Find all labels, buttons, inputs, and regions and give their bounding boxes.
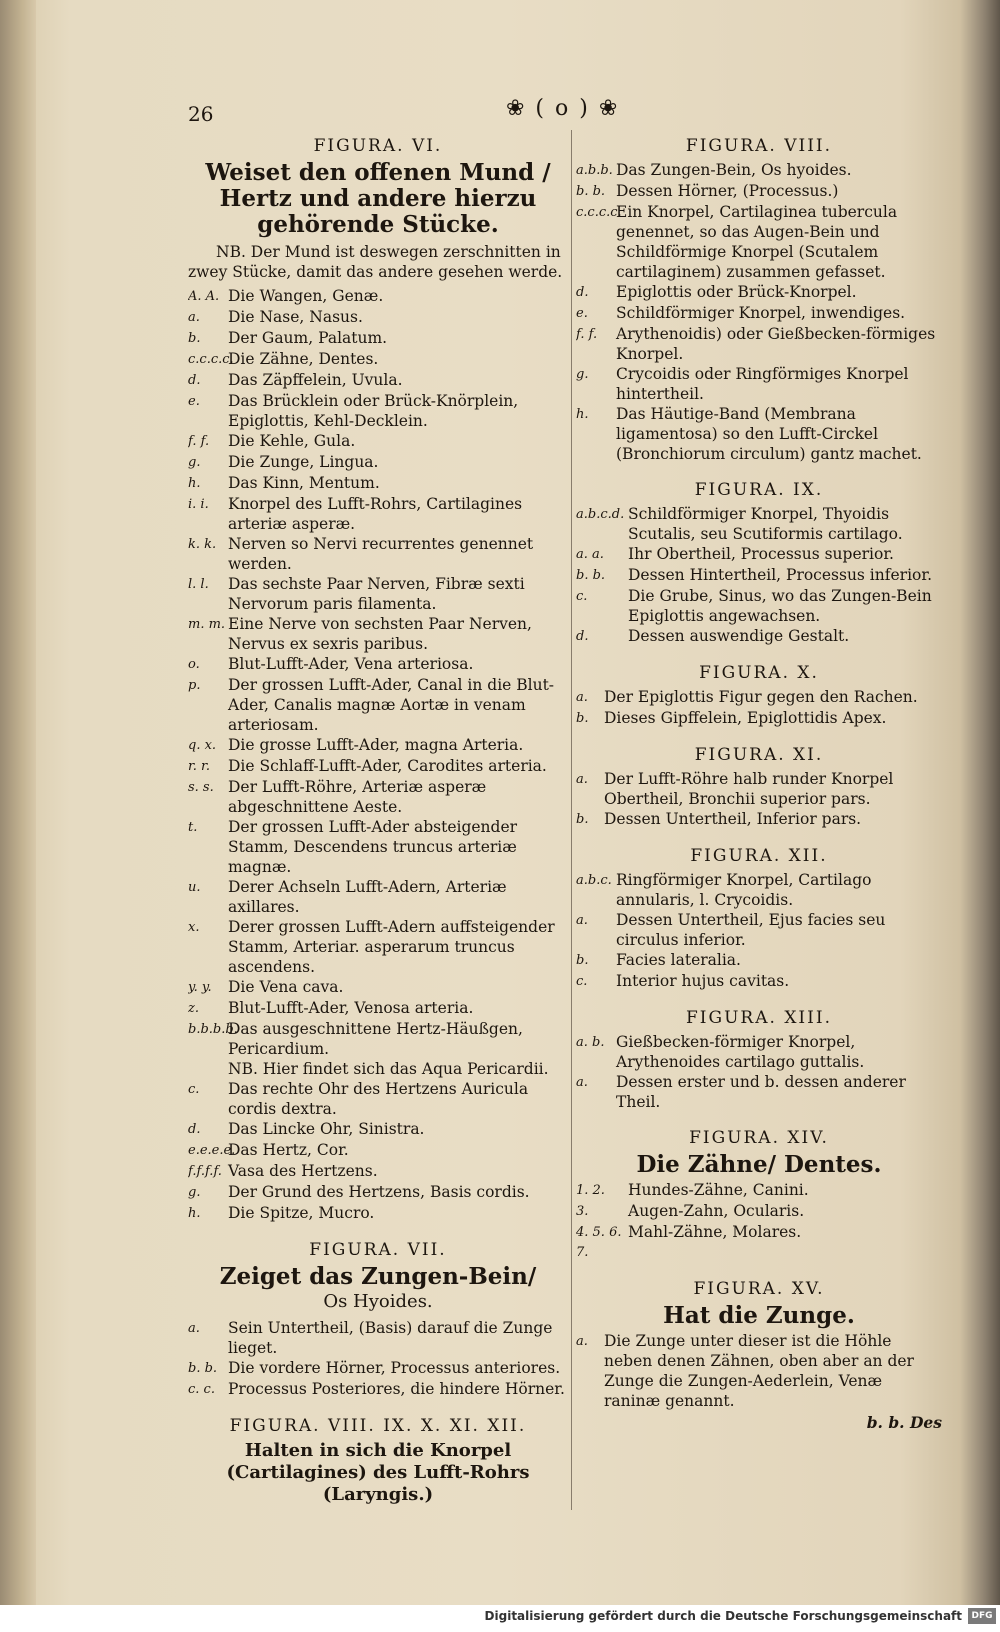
- legend-item: [576, 950, 942, 971]
- legend-list: [576, 687, 942, 729]
- legend-text: Das Hertz, Cor.: [228, 1141, 349, 1159]
- legend-item: [188, 349, 568, 370]
- legend-label: a.: [576, 690, 588, 705]
- legend-text: Das Häutige-Band (Membrana ligamentosa) so den Lufft-Circkel (Bronchiorum circulum) gantz machet.: [616, 405, 922, 463]
- legend-list: [188, 286, 568, 1224]
- legend-item: [188, 817, 568, 877]
- legend-text: Die Schlaff-Lufft-Ader, Carodites arteria.: [228, 757, 547, 775]
- legend-label: 3.: [576, 1204, 589, 1219]
- legend-item: [188, 675, 568, 735]
- legend-text: Das Zäpffelein, Uvula.: [228, 371, 403, 389]
- legend-label: b.: [576, 953, 589, 968]
- legend-label: a. a.: [576, 547, 604, 562]
- legend-text: Processus Posteriores, die hindere Hörner.: [228, 1380, 565, 1398]
- legend-text: Dessen erster und b. dessen anderer Theil.: [616, 1073, 906, 1111]
- legend-item: [188, 534, 568, 574]
- legend-text: Die grosse Lufft-Ader, magna Arteria.: [228, 736, 524, 754]
- legend-item: [188, 1161, 568, 1182]
- figure-heading: FIGURA. VII.: [309, 1240, 447, 1260]
- legend-text: Nerven so Nervi recurrentes genennet werden.: [228, 535, 534, 573]
- legend-label: z.: [188, 1001, 199, 1016]
- legend-label: a.: [576, 1075, 588, 1090]
- legend-label: 1. 2.: [576, 1183, 605, 1198]
- legend-label: c.: [576, 974, 588, 989]
- legend-text: Facies lateralia.: [616, 951, 741, 969]
- legend-text: Die Zähne, Dentes.: [228, 350, 379, 368]
- legend-item: [576, 910, 942, 950]
- legend-label: m. m.: [188, 617, 226, 632]
- legend-label: b. b.: [576, 184, 606, 199]
- legend-text: Das Brücklein oder Brück-Knörplein, Epiglottis, Kehl-Decklein.: [228, 392, 519, 430]
- legend-text: Der Gaum, Palatum.: [228, 329, 388, 347]
- legend-text: Ihr Obertheil, Processus superior.: [628, 545, 894, 563]
- legend-label: q. x.: [188, 738, 217, 753]
- legend-label: e.: [188, 394, 200, 409]
- legend-text: Schildförmiger Knorpel, Thyoidis Scutalis, seu Scutiformis cartilago.: [628, 505, 903, 543]
- legend-label: r. r.: [188, 759, 210, 774]
- legend-item: [188, 735, 568, 756]
- right-column: [576, 128, 942, 1518]
- legend-item: [188, 431, 568, 452]
- legend-list: [188, 1318, 568, 1400]
- legend-label: b. b.: [188, 1361, 218, 1376]
- legend-label: o.: [188, 657, 200, 672]
- legend-text: Augen-Zahn, Ocularis.: [628, 1202, 805, 1220]
- legend-item: [188, 917, 568, 977]
- legend-label: a.: [188, 310, 200, 325]
- legend-text: Die Kehle, Gula.: [228, 432, 356, 450]
- figure-heading: FIGURA. IX.: [694, 480, 824, 500]
- legend-text: Dessen Hörner, (Processus.): [616, 182, 839, 200]
- legend-text: Ringförmiger Knorpel, Cartilago annularis, l. Crycoidis.: [616, 871, 872, 909]
- figure-heading: FIGURA. XIII.: [686, 1008, 832, 1028]
- legend-label: u.: [188, 880, 201, 895]
- legend-text: Sein Untertheil, (Basis) darauf die Zunge lieget.: [228, 1319, 553, 1357]
- legend-text: Vasa des Hertzens.: [228, 1162, 378, 1180]
- figure-heading: FIGURA. XV.: [693, 1279, 825, 1299]
- legend-label: d.: [576, 629, 589, 644]
- legend-text: Das ausgeschnittene Hertz-Häußgen, Pericardium.: [228, 1020, 523, 1058]
- legend-text: Das Lincke Ohr, Sinistra.: [228, 1120, 425, 1138]
- legend-list: [576, 870, 942, 992]
- legend-text: Der Epiglottis Figur gegen den Rachen.: [604, 688, 918, 706]
- legend-text: Arythenoidis) oder Gießbecken-förmiges Knorpel.: [616, 325, 936, 363]
- legend-item: [576, 324, 942, 364]
- legend-text: Mahl-Zähne, Molares.: [628, 1223, 802, 1241]
- legend-text: Dessen Untertheil, Ejus facies seu circulus inferior.: [616, 911, 886, 949]
- legend-text: Die Grube, Sinus, wo das Zungen-Bein Epiglottis angewachsen.: [628, 587, 932, 625]
- legend-text: Interior hujus cavitas.: [616, 972, 790, 990]
- legend-item: [576, 364, 942, 404]
- legend-text: Epiglottis oder Brück-Knorpel.: [616, 283, 857, 301]
- legend-label: A. A.: [188, 289, 220, 304]
- legend-text: Die Nase, Nasus.: [228, 308, 363, 326]
- legend-item: [576, 202, 942, 282]
- legend-label: a. b.: [576, 1035, 605, 1050]
- legend-item: [188, 614, 568, 654]
- legend-label: l. l.: [188, 577, 209, 592]
- legend-item: [576, 282, 942, 303]
- legend-list: [576, 769, 942, 830]
- legend-label: f.f.f.f.: [188, 1164, 222, 1179]
- legend-text: Die Wangen, Genæ.: [228, 287, 384, 305]
- legend-label: e.: [576, 306, 588, 321]
- legend-item: [188, 370, 568, 391]
- legend-item: [576, 504, 942, 544]
- legend-label: h.: [188, 1206, 201, 1221]
- legend-text: Die Vena cava.: [228, 978, 344, 996]
- legend-item: [576, 1331, 942, 1411]
- legend-item: [188, 756, 568, 777]
- legend-text: Dessen auswendige Gestalt.: [628, 627, 850, 645]
- legend-text: Crycoidis oder Ringförmiges Knorpel hintertheil.: [616, 365, 909, 403]
- legend-label: a.b.c.d.: [576, 507, 625, 522]
- legend-text: Die Spitze, Mucro.: [228, 1204, 375, 1222]
- legend-text: Knorpel des Lufft-Rohrs, Cartilagines arteriæ asperæ.: [228, 495, 523, 533]
- legend-item: [576, 303, 942, 324]
- legend-item: [188, 286, 568, 307]
- legend-item: [576, 870, 942, 910]
- figure-title: Die Zähne/ Dentes.: [636, 1151, 882, 1178]
- legend-item: [576, 181, 942, 202]
- book-spine: [0, 0, 36, 1632]
- legend-label: e.e.e.e.: [188, 1143, 236, 1158]
- legend-item: [576, 404, 942, 464]
- figure-title: Zeiget das Zungen-Bein/: [219, 1263, 537, 1290]
- legend-list: [576, 1180, 942, 1263]
- legend-text: Das Zungen-Bein, Os hyoides.: [616, 161, 852, 179]
- legend-item: [188, 654, 568, 675]
- legend-label: g.: [576, 367, 589, 382]
- legend-item: [188, 777, 568, 817]
- figure-heading: FIGURA. XI.: [694, 745, 824, 765]
- legend-label: a.: [576, 772, 588, 787]
- legend-label: c.: [576, 589, 588, 604]
- legend-item: [576, 1201, 942, 1222]
- legend-list: [576, 160, 942, 464]
- legend-label: p.: [188, 678, 201, 693]
- legend-list: [576, 504, 942, 647]
- legend-label: [188, 1059, 228, 1060]
- legend-label: h.: [188, 476, 201, 491]
- legend-label: a.b.b.: [576, 163, 613, 178]
- figure-heading: FIGURA. VIII. IX. X. XI. XII.: [229, 1416, 527, 1436]
- legend-label: h.: [576, 407, 589, 422]
- legend-label: b.b.b.b.: [188, 1022, 238, 1037]
- legend-label: a.b.c.: [576, 873, 612, 888]
- legend-item: [188, 1019, 568, 1059]
- dfg-logo: DFG: [968, 1608, 996, 1624]
- left-column: [188, 128, 568, 1508]
- legend-item: [576, 1072, 942, 1112]
- legend-item: [576, 565, 942, 586]
- legend-text: Das rechte Ohr des Hertzens Auricula cordis dextra.: [228, 1080, 529, 1118]
- legend-text: Das Kinn, Mentum.: [228, 474, 380, 492]
- legend-list: [576, 1032, 942, 1112]
- legend-item: [188, 452, 568, 473]
- legend-item: [576, 544, 942, 565]
- legend-item: [188, 473, 568, 494]
- legend-text: Gießbecken-förmiger Knorpel, Arythenoides cartilago guttalis.: [616, 1033, 865, 1071]
- legend-label: a.: [576, 913, 588, 928]
- legend-label: d.: [188, 373, 201, 388]
- legend-label: d.: [576, 285, 589, 300]
- legend-label: i. i.: [188, 497, 209, 512]
- legend-item: [188, 977, 568, 998]
- legend-item: [576, 1032, 942, 1072]
- legend-text: NB. Hier findet sich das Aqua Pericardii.: [228, 1060, 549, 1078]
- legend-label: g.: [188, 455, 201, 470]
- legend-label: b.: [576, 711, 589, 726]
- legend-text: Schildförmiger Knorpel, inwendiges.: [616, 304, 906, 322]
- figure-heading: FIGURA. X.: [699, 663, 819, 683]
- legend-item: [576, 687, 942, 708]
- figure-subtitle: Os Hyoides.: [323, 1291, 433, 1312]
- legend-label: b.: [188, 331, 201, 346]
- legend-label: k. k.: [188, 537, 217, 552]
- note-paragraph: NB. Der Mund ist deswegen zerschnitten in zwey Stücke, damit das andere gesehen werde.: [188, 243, 563, 281]
- legend-label: c.: [188, 1082, 200, 1097]
- legend-label: 4. 5. 6. 7.: [576, 1225, 622, 1260]
- legend-item: [576, 1180, 942, 1201]
- figure-heading: FIGURA. VIII.: [685, 136, 833, 156]
- legend-label: a.: [188, 1321, 200, 1336]
- legend-item: [188, 1379, 568, 1400]
- legend-item: [576, 769, 942, 809]
- legend-label: b. b.: [576, 568, 606, 583]
- legend-text: Derer grossen Lufft-Adern auffsteigender Stamm, Arteriar. asperarum truncus ascendens.: [228, 918, 555, 976]
- legend-label: f. f.: [576, 327, 598, 342]
- legend-item: [188, 1358, 568, 1379]
- funding-credit: Digitalisierung gefördert durch die Deutsche Forschungsgemeinschaft: [484, 1609, 962, 1623]
- figure-title: Hat die Zunge.: [663, 1302, 855, 1329]
- figure-heading: FIGURA. VI.: [313, 136, 443, 156]
- legend-text: Dieses Gipffelein, Epiglottidis Apex.: [604, 709, 887, 727]
- legend-item: [188, 1318, 568, 1358]
- legend-label: s. s.: [188, 780, 214, 795]
- figure-heading: FIGURA. XIV.: [689, 1128, 829, 1148]
- legend-text: Eine Nerve von sechsten Paar Nerven, Nervus ex sexris paribus.: [228, 615, 532, 653]
- legend-label: x.: [188, 920, 200, 935]
- legend-label: d.: [188, 1122, 201, 1137]
- legend-text: Dessen Untertheil, Inferior pars.: [604, 810, 862, 828]
- legend-item: [188, 494, 568, 534]
- legend-item: [188, 1059, 568, 1079]
- legend-label: c.c.c.c.: [576, 205, 622, 220]
- page-number: 26: [188, 102, 214, 126]
- legend-item: [188, 391, 568, 431]
- legend-item: [188, 328, 568, 349]
- legend-item: [188, 877, 568, 917]
- legend-text: Der Lufft-Röhre, Arteriæ asperæ abgeschnittene Aeste.: [228, 778, 487, 816]
- legend-label: g.: [188, 1185, 201, 1200]
- legend-item: [188, 998, 568, 1019]
- legend-item: [188, 307, 568, 328]
- legend-item: [576, 586, 942, 626]
- figure-title: Halten in sich die Knorpel (Cartilagines) des Lufft-Rohrs (Laryngis.): [226, 1440, 530, 1505]
- legend-text: Die Zunge, Lingua.: [228, 453, 379, 471]
- legend-item: [576, 160, 942, 181]
- legend-item: [188, 1140, 568, 1161]
- legend-text: Dessen Hintertheil, Processus inferior.: [628, 566, 932, 584]
- column-divider: [571, 130, 572, 1510]
- legend-list: [576, 1331, 942, 1411]
- legend-text: Der grossen Lufft-Ader, Canal in die Blut-Ader, Canalis magnæ Aortæ in venam arteriosam.: [228, 676, 555, 734]
- legend-item: [576, 809, 942, 830]
- legend-label: b.: [576, 812, 589, 827]
- legend-text: Der Grund des Hertzens, Basis cordis.: [228, 1183, 530, 1201]
- catchword: b. b. Des: [866, 1413, 942, 1432]
- figure-title: Weiset den offenen Mund / Hertz und andere hierzu gehörende Stücke.: [205, 159, 551, 238]
- legend-item: [188, 574, 568, 614]
- legend-text: Hundes-Zähne, Canini.: [628, 1181, 809, 1199]
- legend-label: c.c.c.c.: [188, 352, 234, 367]
- legend-item: [188, 1182, 568, 1203]
- legend-label: f. f.: [188, 434, 210, 449]
- legend-text: Der grossen Lufft-Ader absteigender Stamm, Descendens truncus arteriæ magnæ.: [228, 818, 518, 876]
- legend-text: Der Lufft-Röhre halb runder Knorpel Obertheil, Bronchii superior pars.: [604, 770, 894, 808]
- legend-item: [188, 1079, 568, 1119]
- legend-text: Blut-Lufft-Ader, Venosa arteria.: [228, 999, 474, 1017]
- legend-text: Die vordere Hörner, Processus anteriores.: [228, 1359, 561, 1377]
- legend-item: [576, 626, 942, 647]
- legend-text: Das sechste Paar Nerven, Fibræ sexti Nervorum paris filamenta.: [228, 575, 525, 613]
- legend-label: t.: [188, 820, 198, 835]
- legend-item: [576, 971, 942, 992]
- legend-item: [576, 708, 942, 729]
- legend-text: Derer Achseln Lufft-Adern, Arteriæ axillares.: [228, 878, 507, 916]
- legend-item: [188, 1119, 568, 1140]
- legend-label: y. y.: [188, 980, 212, 995]
- legend-label: c. c.: [188, 1382, 215, 1397]
- legend-text: Die Zunge unter dieser ist die Höhle neben denen Zähnen, oben aber an der Zunge die Zungen-Aederlein, Venæ raninæ genannt.: [604, 1332, 914, 1410]
- legend-text: Blut-Lufft-Ader, Vena arteriosa.: [228, 655, 474, 673]
- legend-text: Ein Knorpel, Cartilaginea tubercula genennet, so das Augen-Bein und Schildförmige Knorpel (Scutalem cartilaginem) zusammen gefasset.: [616, 203, 898, 281]
- header-ornament: ❀ ( o ) ❀: [506, 96, 620, 121]
- legend-label: a.: [576, 1334, 588, 1349]
- legend-item: [576, 1222, 942, 1263]
- figure-heading: FIGURA. XII.: [690, 846, 828, 866]
- legend-item: [188, 1203, 568, 1224]
